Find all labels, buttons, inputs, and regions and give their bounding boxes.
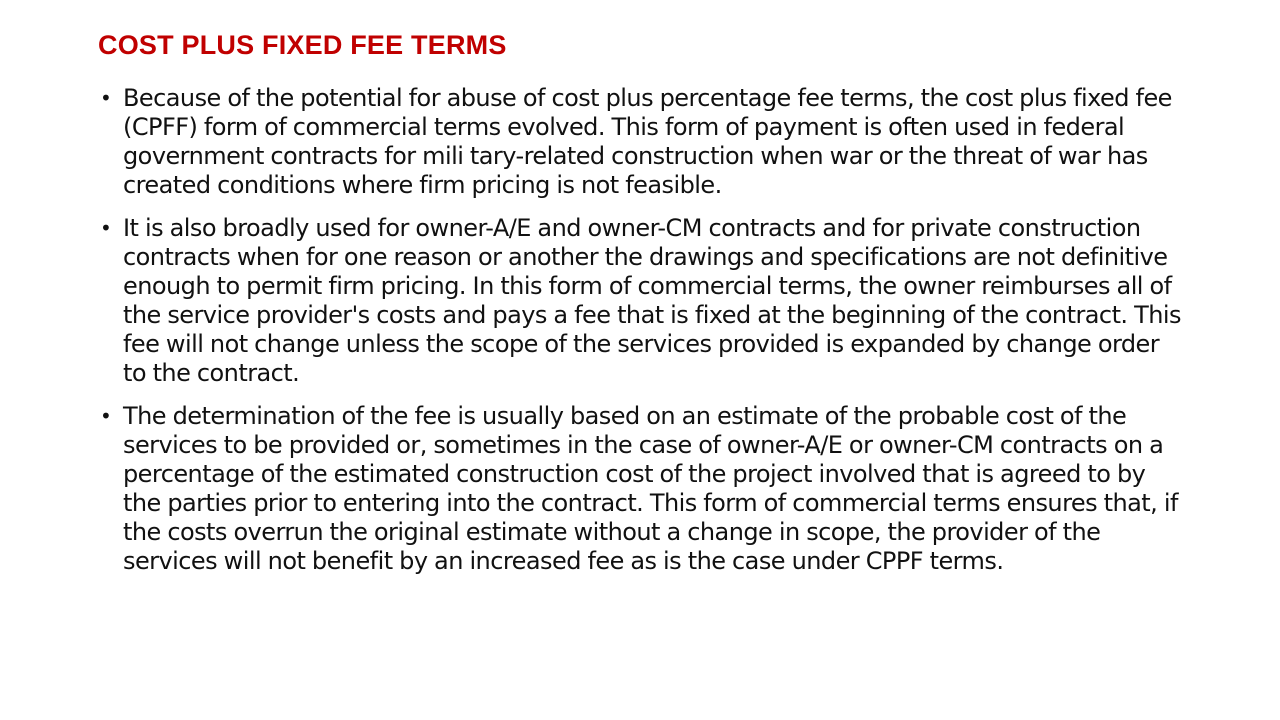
bullet-item-1 [98,84,1188,200]
bullet-item-2 [98,214,1188,388]
bullet-text: It is also broadly used for owner-A/E and owner-CM contracts and for private construction contracts when for one reason or another the drawings and specifications are not definitive enough to permit firm pricing. In this form of commercial terms, the owner reimburses all of the service provider's costs and pays a fee that is fixed at the beginning of the contract. This fee will not change unless the scope of the services provided is expanded by change order to the contract. [123,214,1181,387]
slide-title: COST PLUS FIXED FEE TERMS [98,30,507,60]
bullet-marker: • [100,404,112,428]
bullet-item-3 [98,402,1188,576]
bullet-list [98,84,1188,590]
bullet-text: Because of the potential for abuse of cost plus percentage fee terms, the cost plus fixed fee (CPFF) form of commercial terms evolved. This form of payment is often used in federal government contracts for mili tary-related construction when war or the threat of war has created conditions where firm pricing is not feasible. [123,84,1172,199]
bullet-marker: • [100,216,112,240]
bullet-text: The determination of the fee is usually based on an estimate of the probable cost of the services to be provided or, sometimes in the case of owner-A/E or owner-CM contracts on a percentage of the estimated construction cost of the project involved that is agreed to by the parties prior to entering into the contract. This form of commercial terms ensures that, if the costs overrun the original estimate without a change in scope, the provider of the services will not benefit by an increased fee as is the case under CPPF terms. [123,402,1178,575]
bullet-marker: • [100,86,112,110]
